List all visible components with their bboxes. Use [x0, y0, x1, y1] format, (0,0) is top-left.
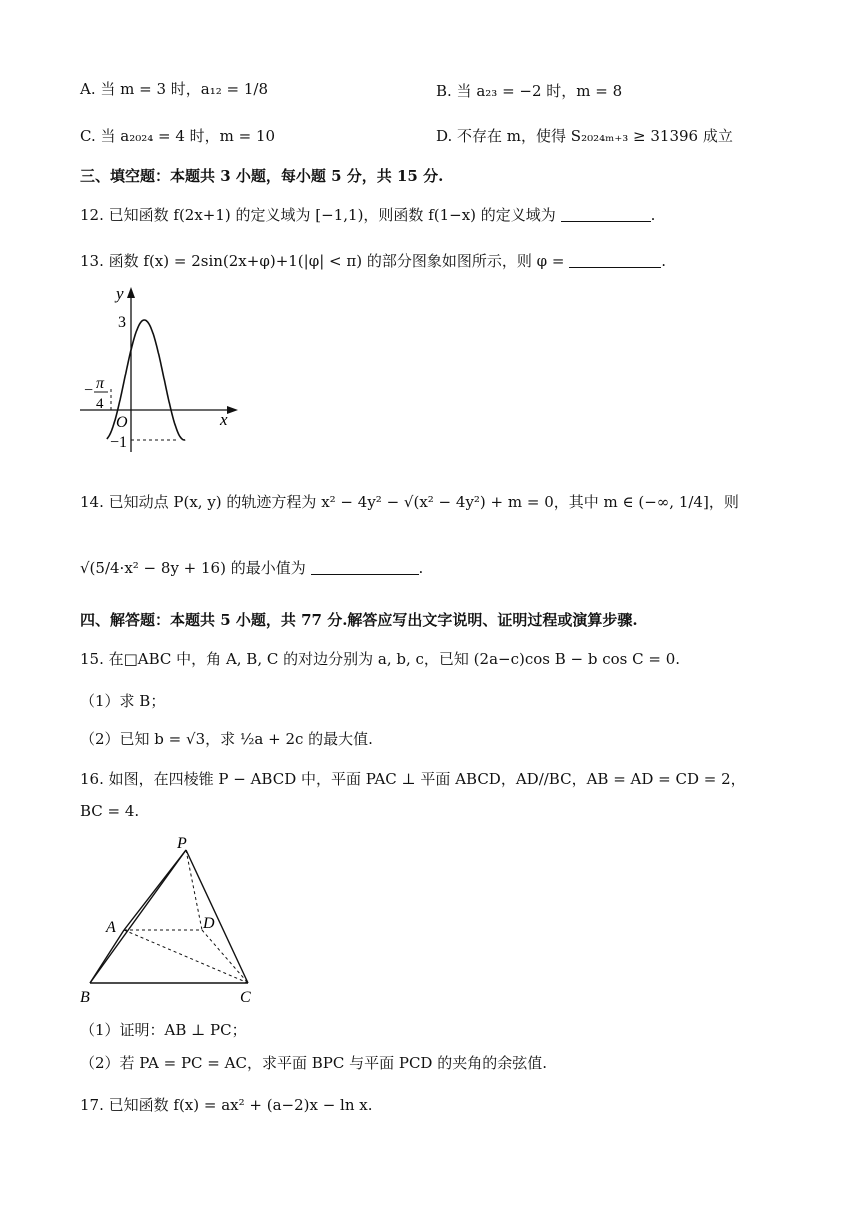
- question-16-part-2: （2）若 PA = PC = AC，求平面 BPC 与平面 PCD 的夹角的余弦值.: [80, 1054, 547, 1072]
- pyramid-figure: [76, 832, 266, 1010]
- option-c: C. 当 a₂₀₂₄ = 4 时，m = 10: [80, 127, 276, 145]
- vertex-D-label: D: [203, 915, 215, 932]
- edge-PA: [124, 850, 186, 930]
- x-tick-numerator: π: [96, 375, 105, 392]
- x-axis-label: x: [220, 410, 228, 429]
- question-12: 12. 已知函数 f(2x+1) 的定义域为 [−1,1)，则函数 f(1−x) 的定义域为 .: [80, 206, 656, 224]
- diagonal-AC: [124, 930, 248, 983]
- question-14-line-2: √(5/4·x² − 8y + 16) 的最小值为 .: [80, 559, 424, 577]
- x-axis-arrow-icon: [227, 406, 238, 414]
- min-value-label: −1: [110, 434, 128, 451]
- vertex-B-label: B: [80, 989, 90, 1006]
- edge-PC: [186, 850, 248, 983]
- edge-AB: [90, 930, 124, 983]
- answer-blank-14[interactable]: [311, 560, 419, 575]
- x-tick-sign: −: [84, 382, 94, 399]
- question-15-part-2: （2）已知 b = √3，求 ½a + 2c 的最大值.: [80, 730, 373, 748]
- question-15-stem: 15. 在□ABC 中，角 A, B, C 的对边分别为 a, b, c，已知 (2a−c)cos B − b cos C = 0.: [80, 650, 681, 668]
- y-axis-label: y: [116, 284, 124, 303]
- question-17-stem: 17. 已知函数 f(x) = ax² + (a−2)x − ln x.: [80, 1096, 373, 1114]
- option-a: A. 当 m = 3 时，a₁₂ = 1/8: [80, 80, 268, 98]
- sine-graph-figure: [78, 282, 248, 457]
- question-16-stem-line-2: BC = 4.: [80, 802, 140, 820]
- question-16-part-1: （1）证明：AB ⊥ PC；: [80, 1021, 247, 1039]
- x-tick-denominator: 4: [96, 396, 104, 412]
- vertex-C-label: C: [240, 989, 251, 1006]
- edge-PB: [90, 850, 186, 983]
- question-14-line-1: 14. 已知动点 P(x, y) 的轨迹方程为 x² − 4y² − √(x² − 4y²) + m = 0，其中 m ∈ (−∞, 1/4]，则: [80, 493, 739, 511]
- answer-blank-13[interactable]: [569, 253, 661, 268]
- max-value-label: 3: [118, 314, 126, 331]
- option-b: B. 当 a₂₃ = −2 时，m = 8: [436, 82, 623, 100]
- origin-label: O: [116, 414, 128, 431]
- question-13: 13. 函数 f(x) = 2sin(2x+φ)+1(|φ| < π) 的部分图象如图所示，则 φ = .: [80, 252, 667, 270]
- edge-DC: [202, 930, 248, 983]
- vertex-A-label: A: [106, 919, 116, 936]
- question-12-text: 12. 已知函数 f(2x+1) 的定义域为 [−1,1)，则函数 f(1−x) 的定义域为: [80, 206, 556, 224]
- vertex-P-label: P: [177, 835, 187, 852]
- question-13-text: 13. 函数 f(x) = 2sin(2x+φ)+1(|φ| < π) 的部分图象如图所示，则 φ =: [80, 252, 565, 270]
- section-fill-in-heading: 三、填空题：本题共 3 小题，每小题 5 分，共 15 分.: [80, 167, 444, 185]
- option-d: D. 不存在 m，使得 S₂₀₂₄ₘ₊₃ ≥ 31396 成立: [436, 127, 733, 145]
- answer-blank-12[interactable]: [561, 207, 651, 222]
- edge-PD: [186, 850, 202, 930]
- question-14-expression: √(5/4·x² − 8y + 16) 的最小值为: [80, 559, 306, 577]
- question-16-stem-line-1: 16. 如图，在四棱锥 P − ABCD 中，平面 PAC ⊥ 平面 ABCD，AD//BC，AB = AD = CD = 2，: [80, 770, 746, 788]
- question-15-part-1: （1）求 B；: [80, 692, 166, 710]
- section-solve-heading: 四、解答题：本题共 5 小题，共 77 分.解答应写出文字说明、证明过程或演算步骤.: [80, 611, 638, 629]
- y-axis-arrow-icon: [127, 287, 135, 298]
